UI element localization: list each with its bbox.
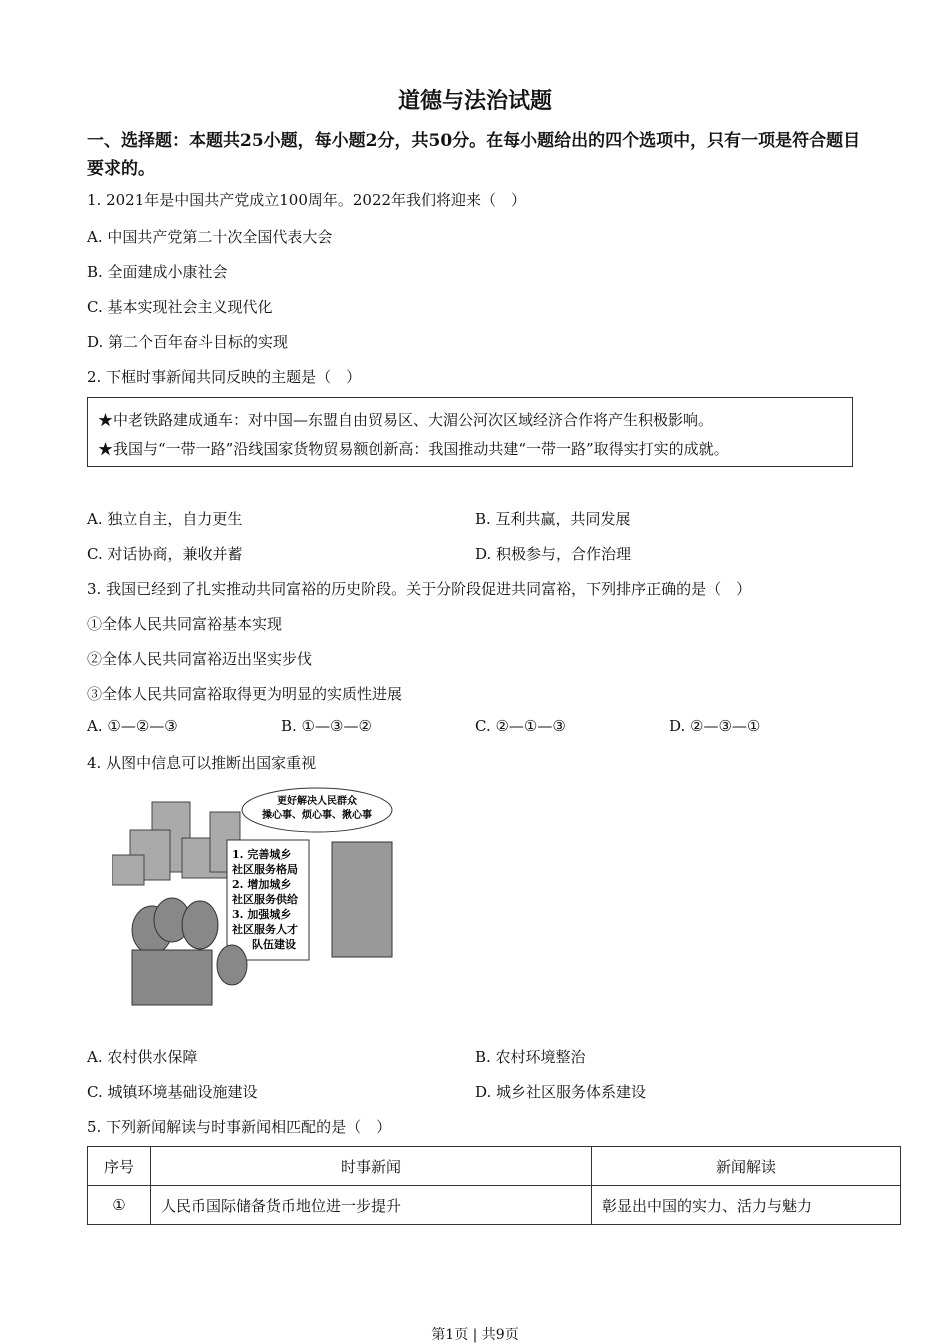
- news-item: ★我国与“一带一路”沿线国家货物贸易额创新高：我国推动共建“一带一路”取得实打实的成就。: [98, 440, 729, 458]
- q3-option-c: C. ②—①—③: [475, 717, 566, 735]
- q2-option-b: B. 互利共赢，共同发展: [475, 510, 631, 528]
- sign-line: 2. 增加城乡: [232, 878, 292, 891]
- q3-statement-2: ②全体人民共同富裕迈出坚实步伐: [87, 650, 313, 668]
- q4-option-d: D. 城乡社区服务体系建设: [475, 1083, 647, 1101]
- table-cell: ①: [88, 1186, 151, 1225]
- table-row: [88, 1186, 901, 1225]
- q4-option-a: A. 农村供水保障: [87, 1048, 198, 1066]
- q1-option-b: B. 全面建成小康社会: [87, 263, 228, 281]
- page-footer: 第1页 | 共9页: [431, 1327, 519, 1343]
- sign-line: 社区服务供给: [232, 893, 298, 906]
- sign-line: 1. 完善城乡: [232, 848, 292, 861]
- page-title: 道德与法治试题: [397, 88, 552, 114]
- news-item: ★中老铁路建成通车：对中国—东盟自由贸易区、大湄公河次区域经济合作将产生积极影响。: [98, 411, 714, 429]
- bubble-text: 更好解决人民群众: [277, 796, 357, 807]
- table-cell: 彰显出中国的实力、活力与魅力: [592, 1186, 901, 1225]
- q1-option-a: A. 中国共产党第二十次全国代表大会: [87, 228, 333, 246]
- q1-option-d: D. 第二个百年奋斗目标的实现: [87, 333, 289, 351]
- header-cell: 时事新闻: [151, 1147, 592, 1186]
- q3-option-d: D. ②—③—①: [669, 717, 761, 735]
- section-heading: 一、选择题：本题共25小题，每小题2分，共50分。在每小题给出的四个选项中，只有一项是符合题目要求的。: [87, 131, 861, 179]
- header-cell: 序号: [88, 1147, 151, 1186]
- q2-option-c: C. 对话协商，兼收并蓄: [87, 545, 243, 563]
- sign-line: 3. 加强城乡: [232, 908, 292, 921]
- q3-statement-3: ③全体人民共同富裕取得更为明显的实质性进展: [87, 685, 403, 703]
- q2-option-d: D. 积极参与，合作治理: [475, 545, 632, 563]
- sign-line: 队伍建设: [252, 938, 296, 951]
- q4-option-c: C. 城镇环境基础设施建设: [87, 1083, 258, 1101]
- q3-statement-1: ①全体人民共同富裕基本实现: [87, 615, 283, 633]
- table-header-row: [88, 1147, 901, 1186]
- sign-line: 社区服务格局: [232, 863, 298, 876]
- cartoon-illustration: [112, 780, 417, 1015]
- q4-stem: 4. 从图中信息可以推断出国家重视: [87, 754, 317, 772]
- q1-option-c: C. 基本实现社会主义现代化: [87, 298, 273, 316]
- q3-stem: 3. 我国已经到了扎实推动共同富裕的历史阶段。关于分阶段促进共同富裕，下列排序正确的是（ ）: [87, 580, 752, 598]
- q2-option-a: A. 独立自主，自力更生: [87, 510, 243, 528]
- q1-stem: 1. 2021年是中国共产党成立100周年。2022年我们将迎来（ ）: [87, 191, 527, 209]
- news-table: [87, 1146, 901, 1225]
- table-cell: 人民币国际储备货币地位进一步提升: [151, 1186, 592, 1225]
- news-box: [87, 397, 853, 467]
- q4-option-b: B. 农村环境整治: [475, 1048, 586, 1066]
- q3-option-b: B. ①—③—②: [281, 717, 372, 735]
- bubble-text: 操心事、烦心事、揪心事: [262, 810, 372, 821]
- header-cell: 新闻解读: [592, 1147, 901, 1186]
- q5-stem: 5. 下列新闻解读与时事新闻相匹配的是（ ）: [87, 1118, 392, 1136]
- sign-line: 社区服务人才: [232, 923, 298, 936]
- q2-stem: 2. 下框时事新闻共同反映的主题是（ ）: [87, 368, 362, 386]
- q3-option-a: A. ①—②—③: [87, 717, 178, 735]
